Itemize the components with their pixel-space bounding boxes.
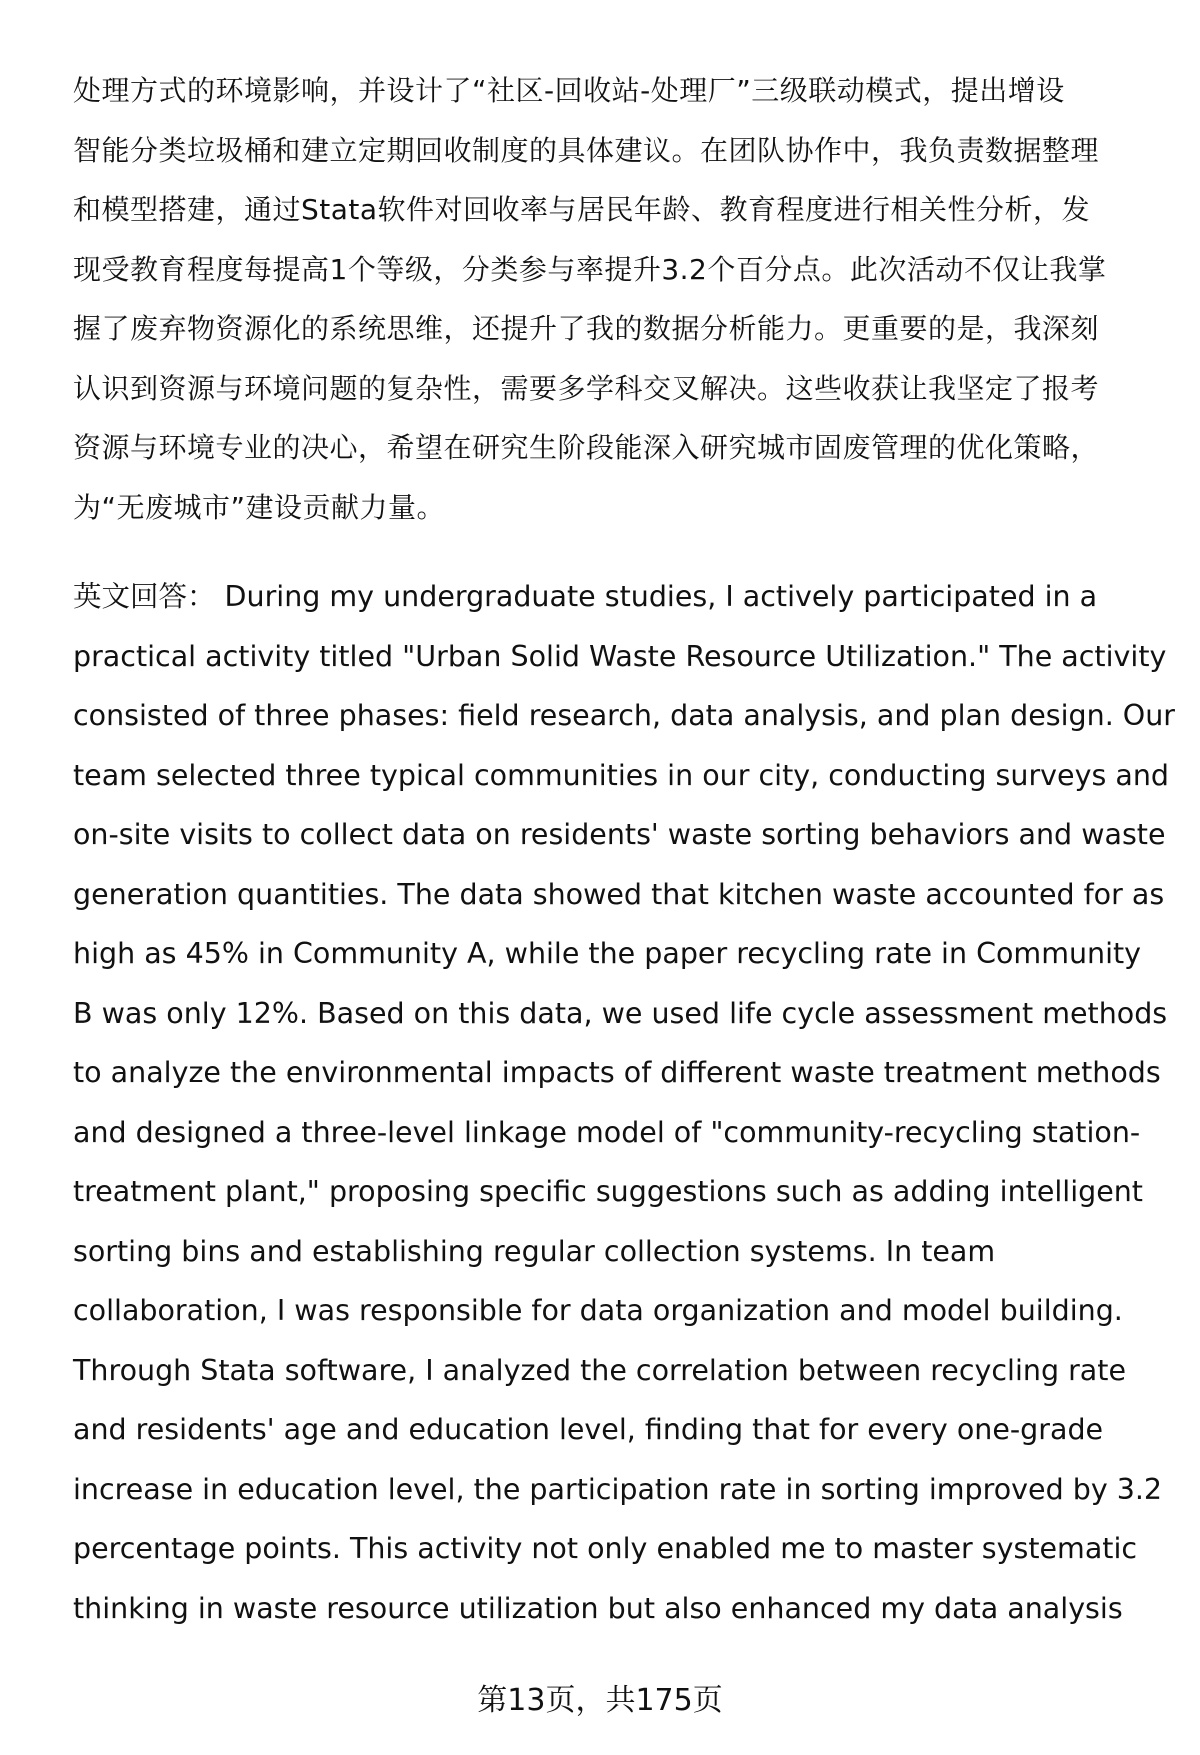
text-line: to analyze the environmental impacts of different waste treatment methods [73, 1056, 1161, 1089]
text-line: 资源与环境专业的决心，希望在研究生阶段能深入研究城市固废管理的优化策略， [73, 431, 1100, 464]
text-line: 认识到资源与环境问题的复杂性，需要多学科交叉解决。这些收获让我坚定了报考 [73, 371, 1100, 405]
text-line: thinking in waste resource utilization but also enhanced my data analysis [73, 1591, 1123, 1625]
text-line: and residents' age and education level, finding that for every one-grade [73, 1413, 1104, 1446]
text-line: 处理方式的环境影响，并设计了“社区-回收站-处理厂”三级联动模式，提出增设 [73, 74, 1065, 107]
text-line: 和模型搭建，通过Stata软件对回收率与居民年龄、教育程度进行相关性分析，发 [73, 193, 1091, 226]
text-line: 为“无废城市”建设贡献力量。 [73, 490, 446, 524]
text-line: generation quantities. The data showed that kitchen waste accounted for as [73, 877, 1165, 911]
text-line: 握了废弃物资源化的系统思维，还提升了我的数据分析能力。更重要的是，我深刻 [73, 312, 1100, 345]
text-line: sorting bins and establishing regular collection systems. In team [73, 1234, 996, 1268]
text-line: on-site visits to collect data on residents' waste sorting behaviors and waste [73, 818, 1166, 851]
text-line: percentage points. This activity not only enabled me to master systematic [73, 1532, 1138, 1565]
text-line: team selected three typical communities in our city, conducting surveys and [73, 758, 1169, 792]
text-line: 现受教育程度每提高1个等级，分类参与率提升3.2个百分点。此次活动不仅让我掌 [73, 252, 1107, 286]
text-line: 英文回答： During my undergraduate studies, I actively participated in a [73, 580, 1098, 613]
text-line: practical activity titled "Urban Solid Waste Resource Utilization." The activity [73, 639, 1167, 673]
text-line: and designed a three-level linkage model of "community-recycling station- [73, 1115, 1141, 1149]
chinese-answer-paragraph [73, 61, 1163, 537]
text-line: 智能分类垃圾桶和建立定期回收制度的具体建议。在团队协作中，我负责数据整理 [73, 133, 1100, 167]
text-line: B was only 12%. Based on this data, we used life cycle assessment methods [73, 996, 1168, 1030]
text-line: increase in education level, the participation rate in sorting improved by 3.2 [73, 1472, 1163, 1506]
text-line: consisted of three phases: field research, data analysis, and plan design. Our [73, 699, 1176, 732]
text-line: collaboration, I was responsible for data organization and model building. [73, 1294, 1123, 1327]
text-line: Through Stata software, I analyzed the correlation between recycling rate [73, 1353, 1126, 1387]
text-line: treatment plant," proposing specific suggestions such as adding intelligent [73, 1175, 1143, 1208]
page-number: 第13页，共175页 [477, 1683, 723, 1718]
text-line: high as 45% in Community A, while the paper recycling rate in Community [73, 937, 1142, 970]
english-answer-paragraph [73, 567, 1176, 1638]
